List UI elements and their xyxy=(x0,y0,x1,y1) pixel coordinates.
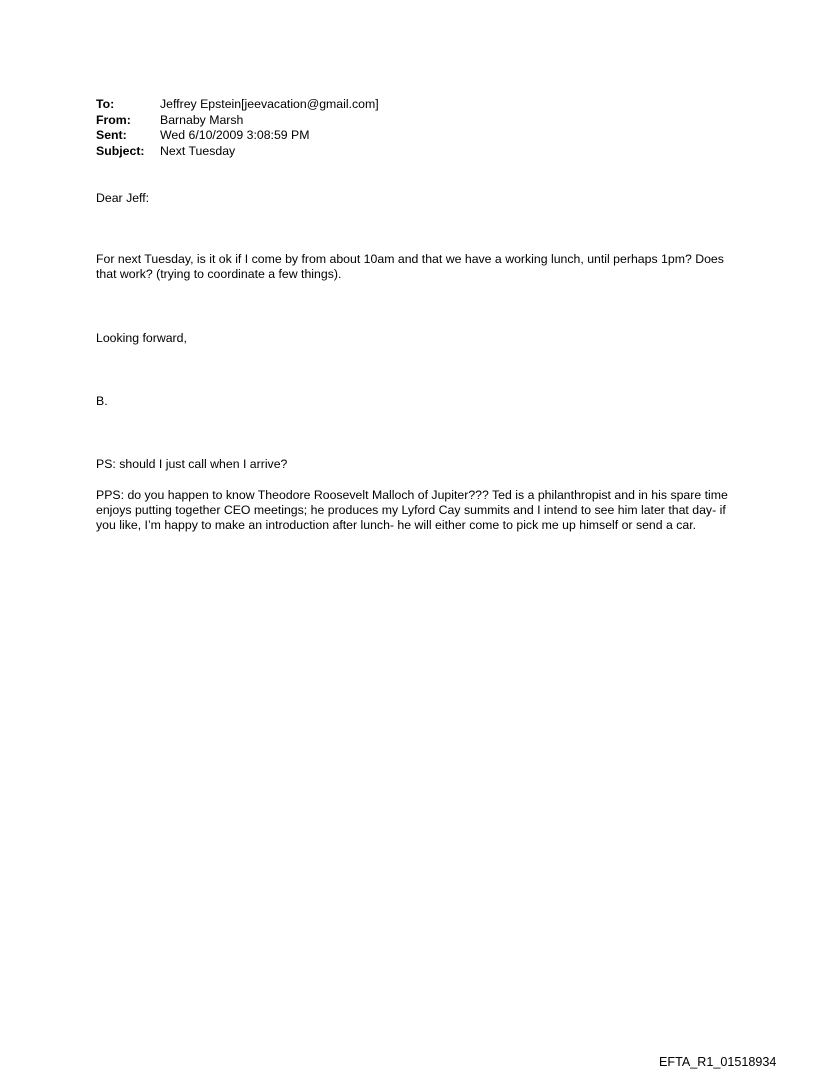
email-header xyxy=(96,97,736,159)
to-value: Jeffrey Epstein[jeevacation@gmail.com] xyxy=(160,97,379,111)
from-value: Barnaby Marsh xyxy=(160,112,244,127)
sent-label: Sent: xyxy=(96,128,127,143)
from-row xyxy=(96,113,736,129)
closing: Looking forward, xyxy=(96,331,187,345)
greeting: Dear Jeff: xyxy=(96,191,150,205)
subject-value: Next Tuesday xyxy=(160,143,236,158)
to-label: To: xyxy=(96,97,115,111)
from-label: From: xyxy=(96,112,131,127)
subject-label: Subject: xyxy=(96,143,145,158)
postscript: PS: should I just call when I arrive? xyxy=(96,457,288,471)
subject-row xyxy=(96,144,736,160)
document-id: EFTA_R1_01518934 xyxy=(659,1055,777,1069)
post-postscript: PPS: do you happen to know Theodore Roosevelt Malloch of Jupiter??? Ted is a philanthropist and in his spare time enjoys putting together CEO meetings; he produces my Lyford Cay summits and I intend to see him later that day- if you like, I’m happy to make an introduction after lunch- he will either come to pick me up himself or send a car. xyxy=(96,488,728,532)
signature: B. xyxy=(96,394,108,408)
sent-value: Wed 6/10/2009 3:08:59 PM xyxy=(160,128,310,143)
sent-row xyxy=(96,128,736,144)
to-row xyxy=(96,97,736,113)
body-paragraph: For next Tuesday, is it ok if I come by from about 10am and that we have a working lunch, until perhaps 1pm? Does that work? (trying to coordinate a few things). xyxy=(96,252,724,281)
